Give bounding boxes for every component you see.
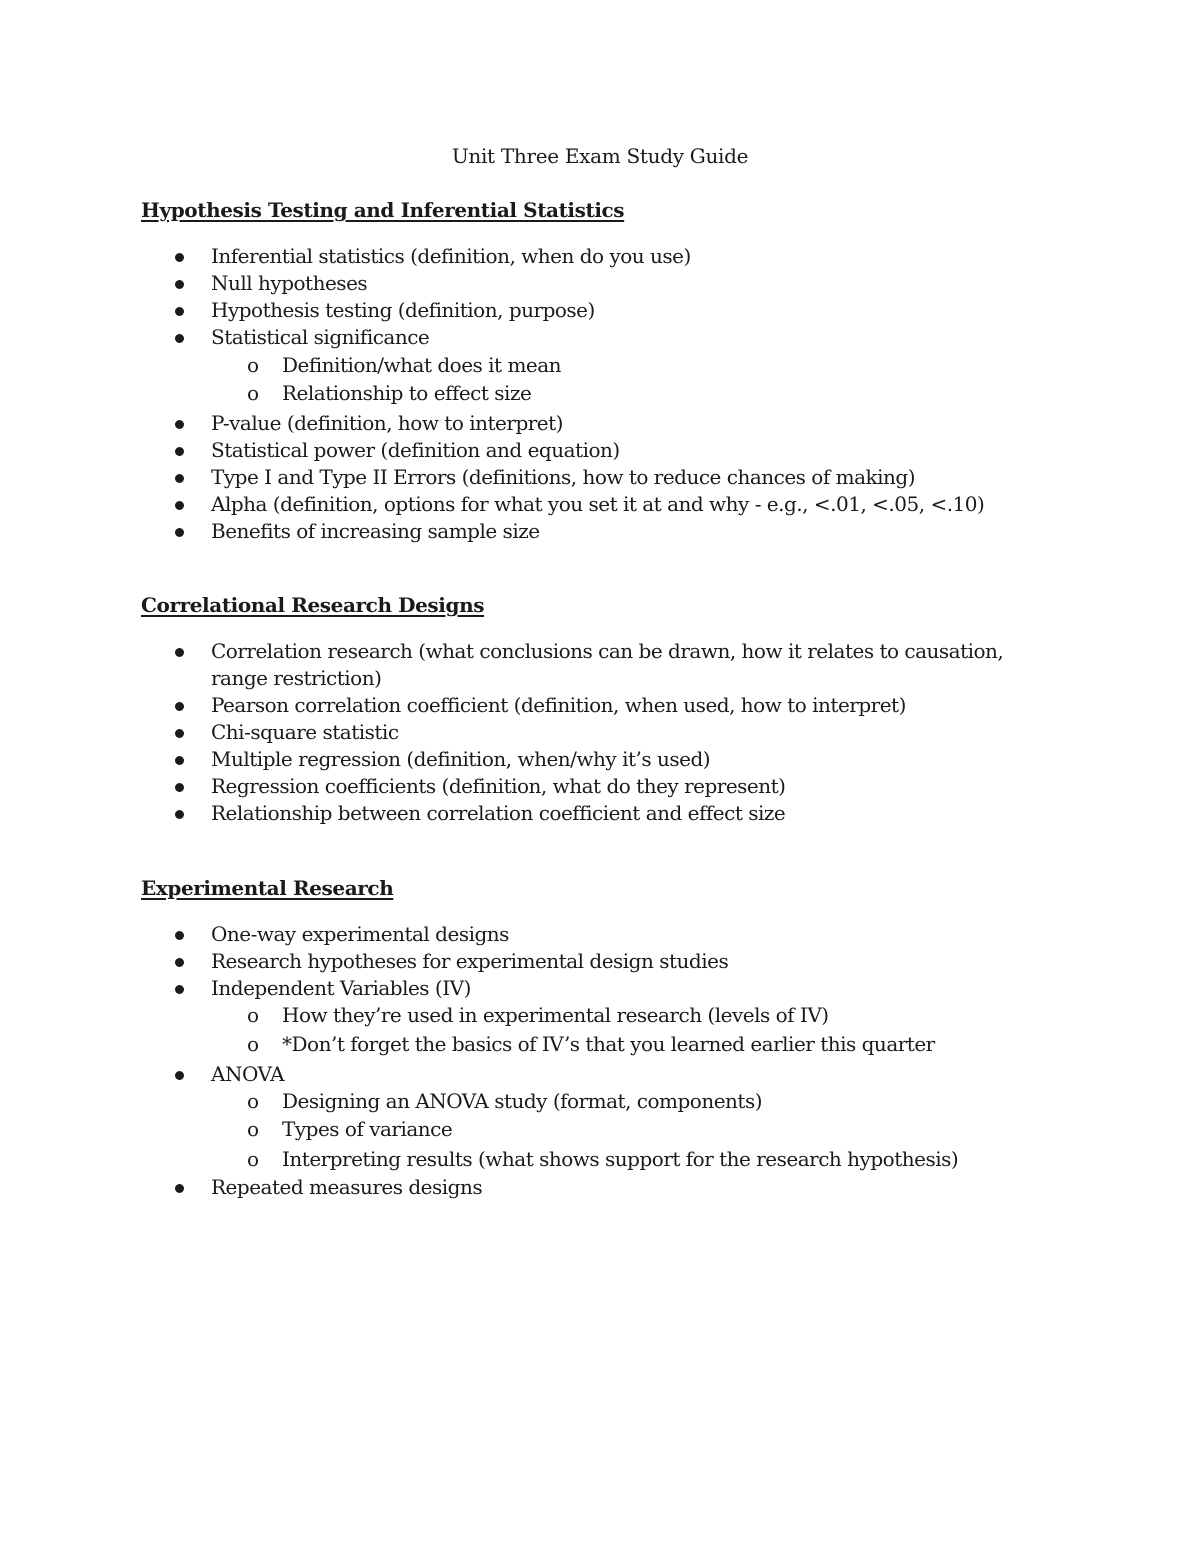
- list-item: Benefits of increasing sample size: [211, 519, 540, 543]
- sub-list-item: Relationship to effect size: [282, 381, 532, 405]
- sub-bullet-icon: o: [247, 381, 260, 405]
- sub-list-item: Interpreting results (what shows support for the research hypothesis): [282, 1147, 959, 1171]
- sub-list-item: Definition/what does it mean: [282, 353, 562, 377]
- document-title: Unit Three Exam Study Guide: [451, 144, 749, 168]
- list-item: Null hypotheses: [211, 271, 368, 295]
- list-item: Pearson correlation coefficient (definition, when used, how to interpret): [211, 693, 906, 717]
- bullet-icon: [175, 1184, 184, 1193]
- bullet-icon: [175, 474, 184, 483]
- bullet-icon: [175, 253, 184, 262]
- sub-list-item: How they’re used in experimental research (levels of IV): [282, 1003, 829, 1027]
- list-item: Correlation research (what conclusions can be drawn, how it relates to causation, range restriction): [211, 639, 1004, 690]
- sub-list-item: Designing an ANOVA study (format, components): [282, 1089, 763, 1113]
- list-item: Statistical power (definition and equation): [211, 438, 620, 462]
- bullet-icon: [175, 702, 184, 711]
- sub-list-item: *Don’t forget the basics of IV’s that you learned earlier this quarter: [282, 1032, 935, 1056]
- list-item: Statistical significance: [211, 325, 430, 349]
- bullet-icon: [175, 931, 184, 940]
- bullet-icon: [175, 307, 184, 316]
- section-heading-experimental: Experimental Research: [141, 876, 394, 900]
- section-heading-hypothesis-testing: Hypothesis Testing and Inferential Statistics: [141, 198, 625, 222]
- sub-bullet-icon: o: [247, 353, 260, 377]
- bullet-icon: [175, 280, 184, 289]
- bullet-icon: [175, 756, 184, 765]
- bullet-icon: [175, 447, 184, 456]
- sub-bullet-icon: o: [247, 1147, 260, 1171]
- bullet-icon: [175, 528, 184, 537]
- section-heading-correlational: Correlational Research Designs: [141, 593, 485, 617]
- bullet-icon: [175, 958, 184, 967]
- bullet-icon: [175, 1071, 184, 1080]
- list-item: Inferential statistics (definition, when do you use): [211, 244, 691, 268]
- bullet-icon: [175, 810, 184, 819]
- list-item: Alpha (definition, options for what you set it at and why - e.g., <.01, <.05, <.10): [211, 492, 985, 516]
- list-item: Hypothesis testing (definition, purpose): [211, 298, 595, 322]
- bullet-icon: [175, 729, 184, 738]
- sub-bullet-icon: o: [247, 1089, 260, 1113]
- list-item: Repeated measures designs: [211, 1175, 483, 1199]
- sub-list-item: Types of variance: [282, 1117, 453, 1141]
- bullet-icon: [175, 501, 184, 510]
- list-item: Regression coefficients (definition, what do they represent): [211, 774, 786, 798]
- list-item: P-value (definition, how to interpret): [211, 411, 563, 435]
- bullet-icon: [175, 783, 184, 792]
- list-item: Type I and Type II Errors (definitions, how to reduce chances of making): [211, 465, 915, 489]
- list-item: Research hypotheses for experimental design studies: [211, 949, 729, 973]
- list-item: One-way experimental designs: [211, 922, 509, 946]
- list-item: Independent Variables (IV): [211, 976, 471, 1000]
- list-item: Chi-square statistic: [211, 720, 399, 744]
- sub-bullet-icon: o: [247, 1117, 260, 1141]
- sub-bullet-icon: o: [247, 1032, 260, 1056]
- bullet-icon: [175, 648, 184, 657]
- list-item: Relationship between correlation coefficient and effect size: [211, 801, 786, 825]
- list-item: ANOVA: [211, 1062, 285, 1086]
- sub-bullet-icon: o: [247, 1003, 260, 1027]
- bullet-icon: [175, 985, 184, 994]
- bullet-icon: [175, 334, 184, 343]
- list-item: Multiple regression (definition, when/why it’s used): [211, 747, 711, 771]
- bullet-icon: [175, 420, 184, 429]
